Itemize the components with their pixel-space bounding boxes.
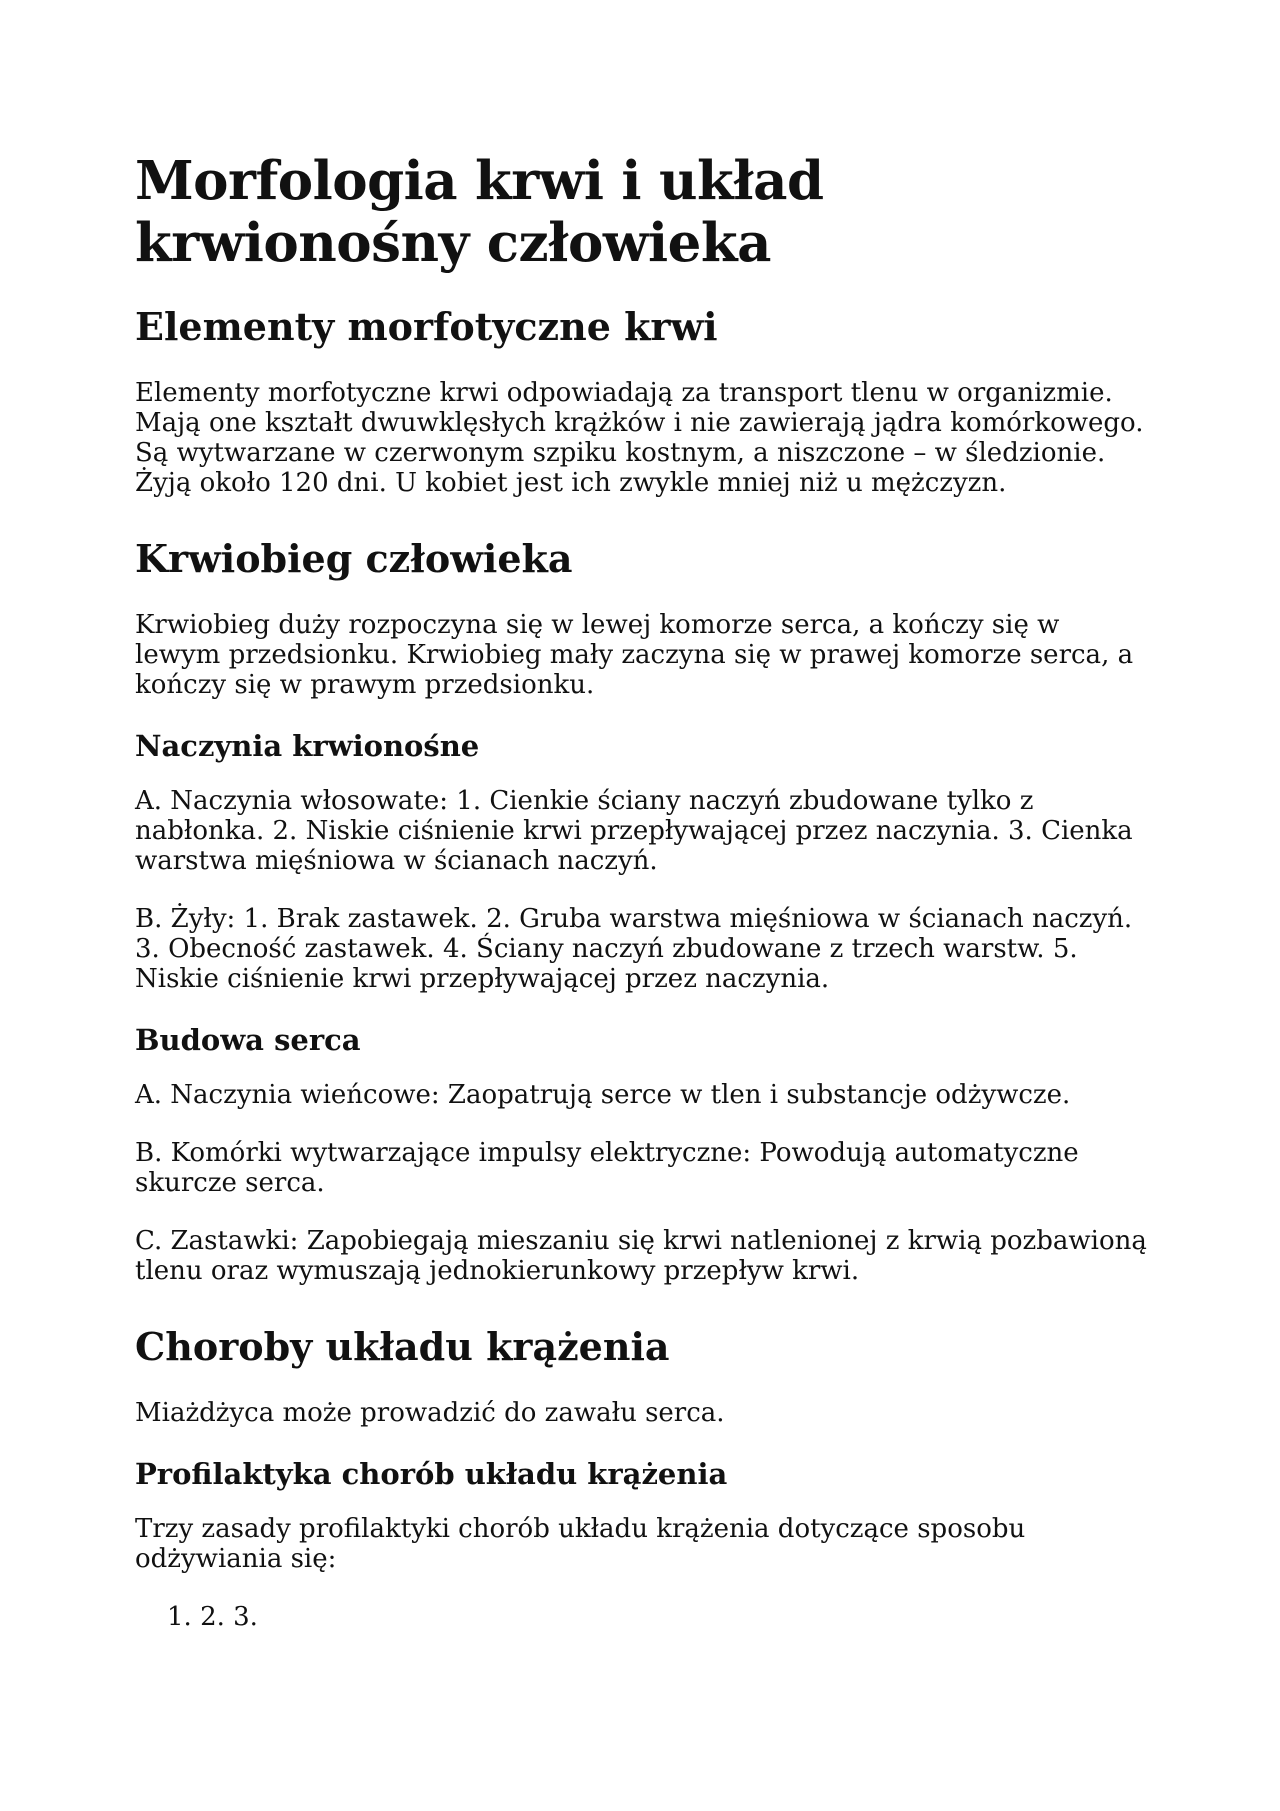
- document-title: [135, 150, 1150, 274]
- subsection-heading: Naczynia krwionośne: [135, 729, 480, 763]
- subsection-heading: Profilaktyka chorób układu krążenia: [135, 1457, 728, 1491]
- paragraph: B. Komórki wytwarzające impulsy elektryczne: Powodują automatyczne skurcze serca.: [135, 1138, 1079, 1198]
- paragraph: C. Zastawki: Zapobiegają mieszaniu się krwi natlenionej z krwią pozbawioną tlenu oraz wymuszają jednokierunkowy przepływ krwi.: [135, 1226, 1147, 1286]
- paragraph: Miażdżyca może prowadzić do zawału serca.: [135, 1398, 725, 1428]
- paragraph: B. Żyły: 1. Brak zastawek. 2. Gruba warstwa mięśniowa w ścianach naczyń. 3. Obecność zastawek. 4. Ściany naczyń zbudowane z trzech warstw. 5. Niskie ciśnienie krwi przepływającej przez naczynia.: [135, 904, 1133, 994]
- section-heading: Krwiobieg człowieka: [135, 536, 573, 581]
- paragraph: A. Naczynia wieńcowe: Zaopatrują serce w tlen i substancje odżywcze.: [135, 1080, 1071, 1110]
- paragraph: Krwiobieg duży rozpoczyna się w lewej komorze serca, a kończy się w lewym przedsionku. Krwiobieg mały zaczyna się w prawej komorze serca, a kończy się w prawym przedsionku.: [135, 610, 1134, 700]
- document-page: [135, 150, 1150, 1632]
- section-heading: Elementy morfotyczne krwi: [135, 304, 718, 349]
- numbered-list: [135, 1602, 1150, 1632]
- paragraph: Trzy zasady profilaktyki chorób układu krążenia dotyczące sposobu odżywiania się:: [135, 1514, 1026, 1574]
- document-title-line-2: krwionośny człowieka: [135, 212, 771, 274]
- paragraph: A. Naczynia włosowate: 1. Cienkie ściany naczyń zbudowane tylko z nabłonka. 2. Niskie ciśnienie krwi przepływającej przez naczynia. 3. Cienka warstwa mięśniowa w ścianach naczyń.: [135, 786, 1133, 876]
- section-heading: Choroby układu krążenia: [135, 1324, 670, 1369]
- document-title-line-1: Morfologia krwi i układ: [135, 150, 824, 212]
- subsection-heading: Budowa serca: [135, 1023, 361, 1057]
- paragraph: Elementy morfotyczne krwi odpowiadają za transport tlenu w organizmie. Mają one kształt dwuwklęsłych krążków i nie zawierają jądra komórkowego. Są wytwarzane w czerwonym szpiku kostnym, a niszczone – w śledzionie. Żyją około 120 dni. U kobiet jest ich zwykle mniej niż u mężczyzn.: [135, 378, 1144, 498]
- list-item: 1. 2. 3.: [167, 1602, 258, 1632]
